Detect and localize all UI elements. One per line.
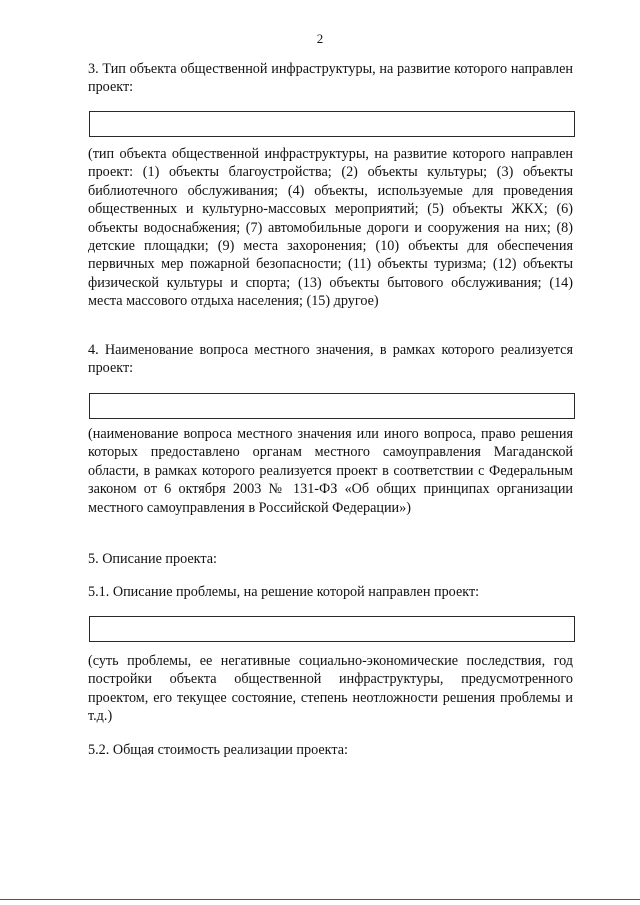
- object-type-field[interactable]: [89, 111, 575, 137]
- section-4-hint: (наименование вопроса местного значения или иного вопроса, право решения которых предоставлено органам местного самоуправления Магаданской области, в рамках которого реализуется проект в соответствии с Федеральным законом от 6 октября 2003 № 131-ФЗ «Об общих принципах организации местного самоуправления в Российской Федерации»): [88, 426, 573, 516]
- section-3-hint: (тип объекта общественной инфраструктуры, на развитие которого направлен проект: (1) объекты благоустройства; (2) объекты культуры; (3) объекты библиотечного обслуживания; (4) объекты, используемые для проведения общественных и культурно-массовых мероприятий; (5) объекты ЖКХ; (6) объекты водоснабжения; (7) автомобильные дороги и сооружения на них; (8) детские площадки; (9) места захоронения; (10) объекты для обеспечения первичных мер пожарной безопасности; (11) объекты туризма; (12) объекты физической культуры и спорта; (13) объекты бытового обслуживания; (14) места массового отдыха населения; (15) другое): [88, 146, 573, 310]
- local-issue-field[interactable]: [89, 393, 575, 419]
- page-bottom-divider: [0, 899, 640, 900]
- section-5-1-hint: (суть проблемы, ее негативные социально-экономические последствия, год постройки объекта общественной инфраструктуры, предусмотренного проектом, его текущее состояние, степень неотложности решения проблемы и т.д.): [88, 653, 573, 725]
- section-4-heading: 4. Наименование вопроса местного значения, в рамках которого реализуется проект:: [88, 342, 573, 377]
- section-3-heading: 3. Тип объекта общественной инфраструктуры, на развитие которого направлен проект:: [88, 61, 573, 96]
- page-number: 2: [316, 31, 324, 46]
- problem-description-field[interactable]: [89, 616, 575, 642]
- section-5-1-heading: 5.1. Описание проблемы, на решение которой направлен проект:: [88, 584, 480, 600]
- section-5-2-heading: 5.2. Общая стоимость реализации проекта:: [88, 742, 348, 758]
- section-5-heading: 5. Описание проекта:: [88, 551, 217, 567]
